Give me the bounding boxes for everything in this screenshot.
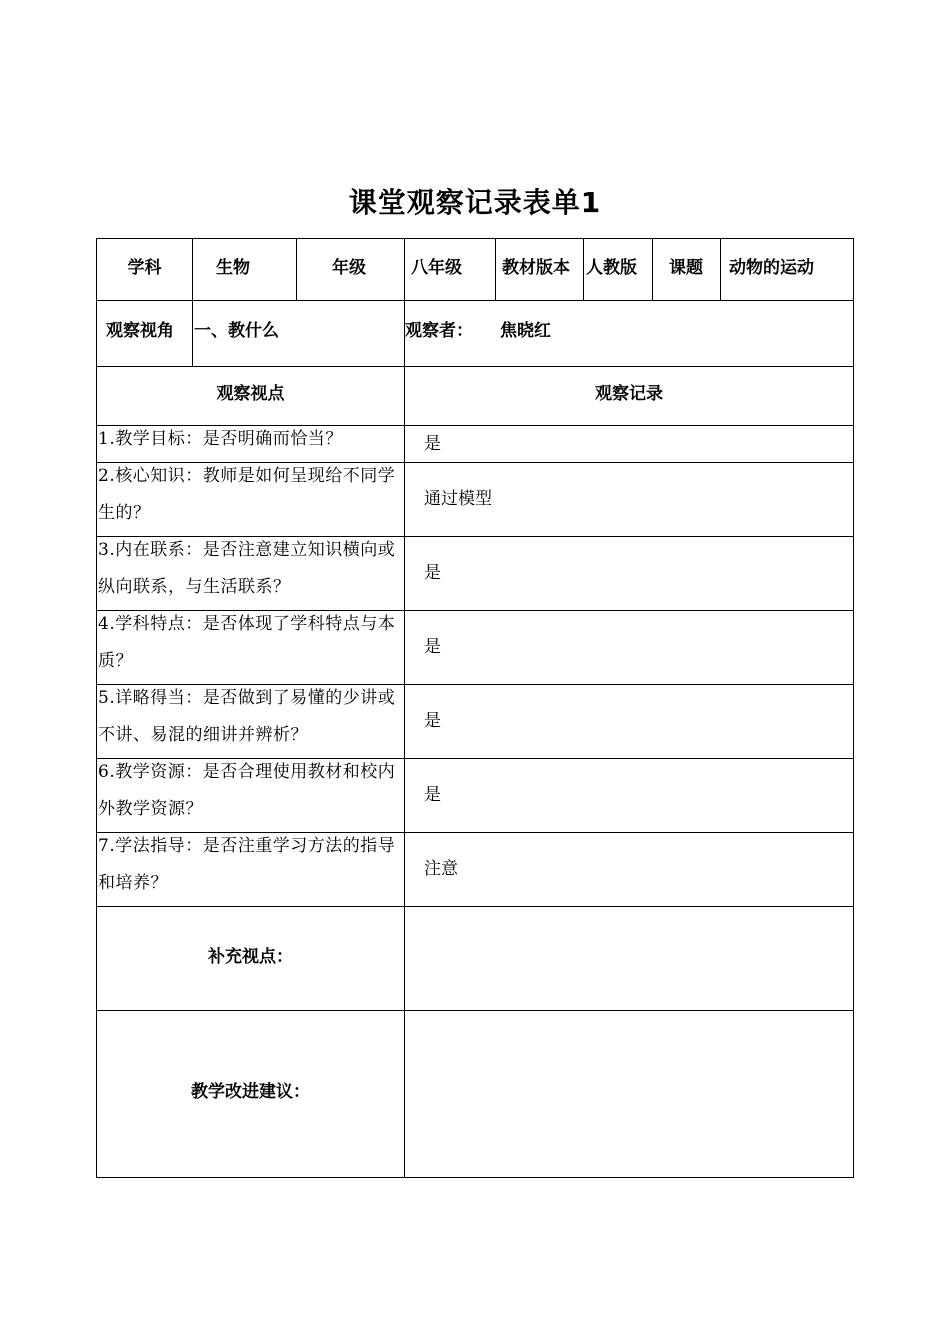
question-4: 4.学科特点：是否体现了学科特点与本质？ (98, 614, 396, 671)
observer-label: 观察者： (405, 320, 473, 341)
column-header-records: 观察记录 (595, 383, 663, 404)
grade-label: 年级 (332, 257, 366, 278)
supplement-label: 补充视点： (208, 946, 293, 967)
question-5: 5.详略得当：是否做到了易懂的少讲或不讲、易混的细讲并辨析？ (98, 688, 396, 745)
supplement-field[interactable] (412, 907, 848, 1001)
subject-label: 学科 (127, 257, 162, 278)
topic-label: 课题 (669, 257, 703, 278)
textbook-label: 教材版本 (502, 257, 570, 278)
question-7: 7.学法指导：是否注重学习方法的指导和培养？ (98, 836, 396, 893)
question-3: 3.内在联系：是否注意建立知识横向或纵向联系，与生活联系？ (98, 540, 396, 597)
topic-value: 动物的运动 (729, 257, 814, 278)
suggestion-label: 教学改进建议： (191, 1081, 310, 1102)
textbook-value: 人教版 (586, 257, 637, 278)
suggestion-field[interactable] (412, 1011, 848, 1167)
page-title: 课堂观察记录表单1 (348, 186, 602, 219)
perspective-value: 一、教什么 (194, 320, 279, 341)
question-2: 2.核心知识：教师是如何呈现给不同学生的？ (98, 466, 396, 523)
observer-value: 焦晓红 (500, 320, 551, 341)
subject-value: 生物 (216, 257, 250, 278)
question-6: 6.教学资源：是否合理使用教材和校内外教学资源？ (98, 762, 396, 819)
answer-7: 注意 (424, 859, 458, 879)
answer-3: 是 (424, 563, 441, 583)
answer-5: 是 (424, 711, 441, 731)
answer-4: 是 (424, 637, 441, 657)
answer-6: 是 (424, 785, 441, 805)
column-header-points: 观察视点 (216, 383, 285, 404)
answer-2: 通过模型 (424, 489, 492, 509)
perspective-label: 观察视角 (106, 320, 174, 341)
question-1: 1.教学目标：是否明确而恰当？ (98, 429, 343, 449)
answer-1: 是 (424, 434, 441, 454)
grade-value: 八年级 (411, 257, 462, 278)
